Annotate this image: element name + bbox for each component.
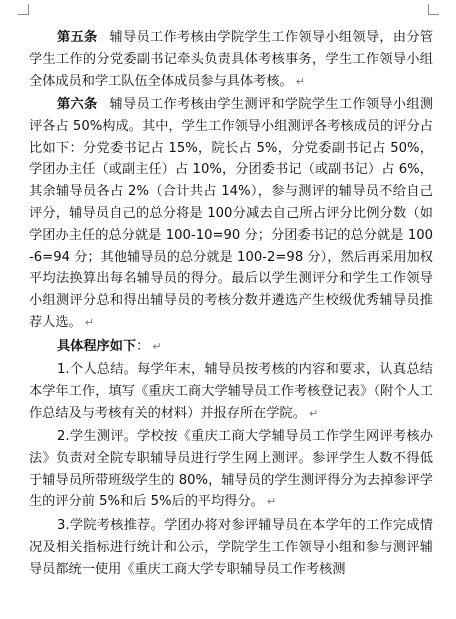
procedure-heading-paragraph: [29, 336, 433, 358]
article-paragraph-5: [29, 27, 433, 92]
article-body: 辅导员工作考核由学院学生工作领导小组领导，由分管学生工作的分党委副书记牵头负责具体考核事务，学生工作领导小组全体成员和学工队伍全体成员参与具体考核。: [29, 30, 434, 89]
procedure-step-text: 1.个人总结。每学年末，辅导员按考核的内容和要求，认真总结本学年工作，填写《重庆工商大学辅导员工作考核登记表》（附个人工作总结及与考核有关的材料）并报存所在学院。: [29, 362, 433, 421]
article-heading: 第五条: [57, 30, 98, 45]
document-page: [29, 27, 433, 580]
paragraph-mark-icon: ↵: [308, 406, 319, 420]
page-corner-mark-right: [428, 4, 439, 15]
page-corner-mark-left: [18, 4, 29, 15]
paragraph-mark-icon: ↵: [152, 339, 162, 353]
article-paragraph-6: [29, 94, 433, 334]
procedure-title: 具体程序如下: [57, 338, 137, 354]
procedure-step-text: 3.学院考核推荐。学团办将对参评辅导员在本学年的工作完成情况及相关指标进行统计和公示，学院学生工作领导小组和参与测评辅导员都统一使用《重庆工商大学专职辅导员工作考核测: [29, 517, 433, 577]
procedure-colon: ：: [136, 338, 150, 354]
paragraph-mark-icon: ↵: [84, 316, 94, 330]
article-heading: 第六条: [57, 97, 98, 113]
article-body: 辅导员工作考核由学生测评和学院学生工作领导小组测评各占 50%构成。其中，学生工作领导小组测评各考核成员的评分占比如下：分党委书记占 15%，院长占 5%，分党委副书记占 50%，学团办主任（或副主任）占 10%，分团委书记（或副书记）占 6%，其余辅导员各占 2%（合计共占 14%），参与测评的辅导员不给自己评分，辅导员自己的总分将是 100分减去自己所占评分比例分数（如学团办主任的总分就是 100-10=90 分；分团委书记的总分就是 100-6=94 分；其他辅导员的总分就是 100-2=98 分），然后再采用加权平均法换算出每名辅导员的得分。最后以学生测评分和学生工作领导小组测评分总和得出辅导员的考核分数并遴选产生校级优秀辅导员推荐人选。: [29, 97, 434, 331]
paragraph-mark-icon: ↵: [266, 495, 277, 509]
procedure-step-text: 2.学生测评。学校按《重庆工商大学辅导员工作学生网评考核办法》负责对全院专职辅导员进行学生网上测评。参评学生人数不得低于辅导员所带班级学生的 80%，辅导员的学生测评得分为去掉参评学生的评分前 5%和后 5%后的平均得分。: [29, 429, 433, 510]
procedure-step-3: [29, 515, 433, 580]
procedure-step-2: [29, 426, 433, 513]
paragraph-mark-icon: ↵: [295, 74, 305, 88]
procedure-step-1: [29, 359, 433, 424]
